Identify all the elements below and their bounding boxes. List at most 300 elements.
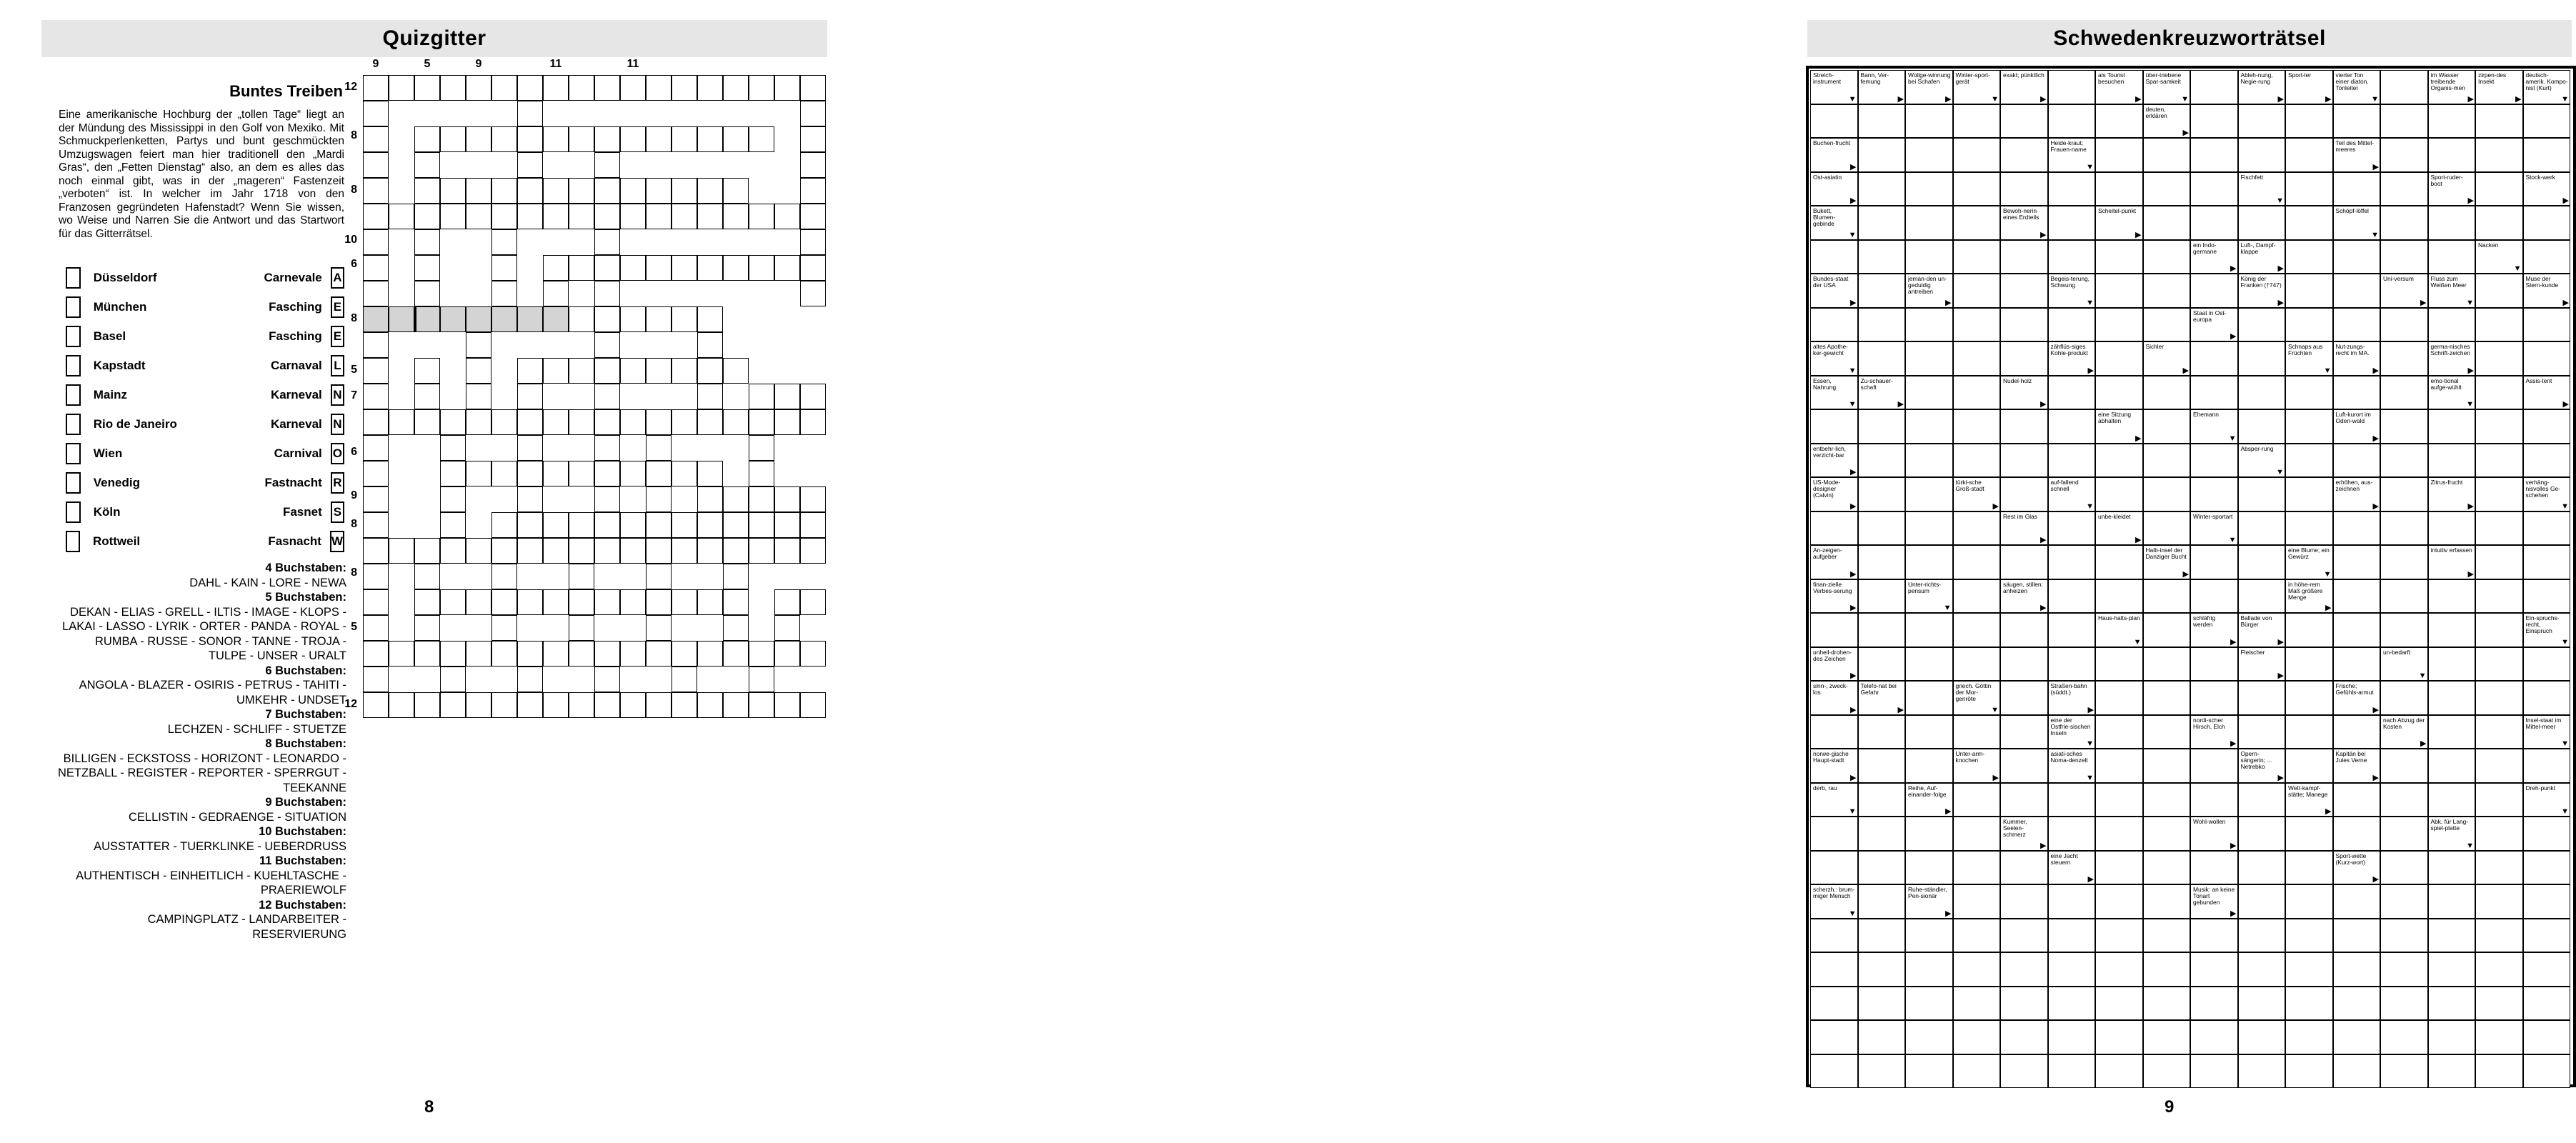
crossword-cell[interactable] <box>2428 749 2476 783</box>
crossword-cell[interactable] <box>2380 749 2428 783</box>
grid-cell[interactable] <box>697 204 723 229</box>
crossword-cell[interactable] <box>2238 681 2286 715</box>
crossword-cell[interactable] <box>2048 545 2096 579</box>
grid-cell[interactable] <box>723 615 749 641</box>
crossword-cell[interactable] <box>1953 409 2001 444</box>
crossword-cell[interactable] <box>2523 511 2571 546</box>
grid-cell[interactable] <box>672 75 697 101</box>
grid-cell[interactable] <box>517 461 543 486</box>
crossword-cell[interactable] <box>2428 613 2476 647</box>
crossword-cell[interactable] <box>2000 308 2048 342</box>
crossword-cell[interactable] <box>1858 783 1906 817</box>
crossword-cell[interactable] <box>1953 172 2001 206</box>
crossword-cell[interactable] <box>2000 1054 2048 1089</box>
crossword-cell[interactable] <box>1905 681 1953 715</box>
grid-solution-cell[interactable] <box>543 306 569 332</box>
grid-cell[interactable] <box>594 229 620 255</box>
grid-cell[interactable] <box>440 126 466 152</box>
grid-cell[interactable] <box>517 358 543 384</box>
grid-cell[interactable] <box>723 75 749 101</box>
grid-cell[interactable] <box>517 178 543 204</box>
crossword-cell[interactable] <box>1953 884 2001 919</box>
crossword-cell[interactable] <box>2523 579 2571 614</box>
grid-cell[interactable] <box>569 409 594 435</box>
grid-cell[interactable] <box>620 538 646 564</box>
crossword-cell[interactable] <box>2285 681 2333 715</box>
grid-cell[interactable] <box>749 461 774 486</box>
grid-cell[interactable] <box>543 255 569 281</box>
crossword-cell[interactable] <box>2333 308 2381 342</box>
crossword-cell[interactable] <box>1905 987 1953 1021</box>
grid-cell[interactable] <box>440 641 466 667</box>
crossword-cell[interactable] <box>2523 851 2571 885</box>
crossword-cell[interactable] <box>2238 987 2286 1021</box>
crossword-cell[interactable] <box>1953 444 2001 478</box>
grid-cell[interactable] <box>594 641 620 667</box>
crossword-cell[interactable] <box>2285 715 2333 749</box>
crossword-cell[interactable] <box>1953 715 2001 749</box>
grid-cell[interactable] <box>620 255 646 281</box>
crossword-cell[interactable] <box>2333 1020 2381 1054</box>
crossword-cell[interactable] <box>2285 376 2333 410</box>
grid-solution-cell[interactable] <box>440 306 466 332</box>
crossword-cell[interactable] <box>1905 1054 1953 1089</box>
crossword-cell[interactable] <box>2333 104 2381 139</box>
grid-cell[interactable] <box>466 461 491 486</box>
grid-cell[interactable] <box>517 126 543 152</box>
crossword-cell[interactable] <box>2095 749 2143 783</box>
crossword-cell[interactable] <box>2095 1020 2143 1054</box>
grid-cell[interactable] <box>723 512 749 538</box>
crossword-cell[interactable] <box>1905 613 1953 647</box>
crossword-cell[interactable] <box>1858 817 1906 851</box>
crossword-cell[interactable] <box>1858 851 1906 885</box>
grid-cell[interactable] <box>363 486 389 512</box>
grid-cell[interactable] <box>646 589 672 615</box>
crossword-cell[interactable] <box>2095 987 2143 1021</box>
crossword-cell[interactable] <box>2475 172 2523 206</box>
crossword-cell[interactable] <box>2333 783 2381 817</box>
grid-cell[interactable] <box>440 512 466 538</box>
grid-cell[interactable] <box>389 692 414 718</box>
grid-cell[interactable] <box>543 461 569 486</box>
grid-cell[interactable] <box>569 75 594 101</box>
crossword-cell[interactable] <box>1953 1020 2001 1054</box>
grid-cell[interactable] <box>517 75 543 101</box>
crossword-cell[interactable] <box>2143 715 2191 749</box>
grid-cell[interactable] <box>491 538 517 564</box>
crossword-cell[interactable] <box>2380 817 2428 851</box>
grid-cell[interactable] <box>491 281 517 306</box>
crossword-cell[interactable] <box>2475 409 2523 444</box>
grid-cell[interactable] <box>491 255 517 281</box>
crossword-cell[interactable] <box>1953 613 2001 647</box>
crossword-cell[interactable] <box>2380 511 2428 546</box>
crossword-cell[interactable] <box>2428 919 2476 953</box>
crossword-cell[interactable] <box>2048 308 2096 342</box>
crossword-cell[interactable] <box>1858 919 1906 953</box>
grid-cell[interactable] <box>800 204 826 229</box>
grid-cell[interactable] <box>569 641 594 667</box>
crossword-cell[interactable] <box>2380 172 2428 206</box>
grid-cell[interactable] <box>363 641 389 667</box>
grid-cell[interactable] <box>517 152 543 178</box>
grid-cell[interactable] <box>414 641 440 667</box>
grid-cell[interactable] <box>569 255 594 281</box>
crossword-cell[interactable] <box>2475 206 2523 240</box>
crossword-cell[interactable] <box>2000 647 2048 682</box>
grid-cell[interactable] <box>594 667 620 692</box>
crossword-cell[interactable] <box>2380 206 2428 240</box>
crossword-cell[interactable] <box>2095 1054 2143 1089</box>
grid-cell[interactable] <box>491 461 517 486</box>
grid-cell[interactable] <box>800 384 826 409</box>
grid-cell[interactable] <box>543 692 569 718</box>
crossword-cell[interactable] <box>2523 749 2571 783</box>
grid-cell[interactable] <box>569 512 594 538</box>
grid-cell[interactable] <box>697 512 723 538</box>
grid-cell[interactable] <box>363 461 389 486</box>
crossword-cell[interactable] <box>1905 444 1953 478</box>
crossword-cell[interactable] <box>2475 1054 2523 1089</box>
grid-cell[interactable] <box>723 178 749 204</box>
crossword-cell[interactable] <box>2095 104 2143 139</box>
grid-cell[interactable] <box>363 589 389 615</box>
grid-solution-cell[interactable] <box>491 306 517 332</box>
crossword-cell[interactable] <box>2428 138 2476 172</box>
crossword-cell[interactable] <box>1858 952 1906 987</box>
crossword-cell[interactable] <box>1953 308 2001 342</box>
grid-cell[interactable] <box>774 512 800 538</box>
grid-cell[interactable] <box>594 538 620 564</box>
crossword-cell[interactable] <box>2475 341 2523 376</box>
grid-cell[interactable] <box>414 75 440 101</box>
grid-cell[interactable] <box>646 615 672 641</box>
crossword-cell[interactable] <box>2475 681 2523 715</box>
crossword-cell[interactable] <box>2095 647 2143 682</box>
crossword-cell[interactable] <box>2333 545 2381 579</box>
crossword-cell[interactable] <box>2000 545 2048 579</box>
crossword-cell[interactable] <box>2428 681 2476 715</box>
grid-cell[interactable] <box>594 358 620 384</box>
grid-cell[interactable] <box>517 667 543 692</box>
crossword-cell[interactable] <box>2238 783 2286 817</box>
crossword-cell[interactable] <box>2143 1054 2191 1089</box>
crossword-cell[interactable] <box>1953 1054 2001 1089</box>
grid-cell[interactable] <box>774 692 800 718</box>
crossword-cell[interactable] <box>2000 919 2048 953</box>
crossword-cell[interactable] <box>2048 409 2096 444</box>
grid-cell[interactable] <box>774 615 800 641</box>
crossword-cell[interactable] <box>2333 952 2381 987</box>
grid-cell[interactable] <box>491 229 517 255</box>
grid-cell[interactable] <box>569 178 594 204</box>
grid-cell[interactable] <box>620 178 646 204</box>
crossword-cell[interactable] <box>2238 1020 2286 1054</box>
grid-cell[interactable] <box>646 255 672 281</box>
grid-solution-cell[interactable] <box>389 306 414 332</box>
crossword-cell[interactable] <box>2380 444 2428 478</box>
crossword-cell[interactable] <box>2380 545 2428 579</box>
crossword-cell[interactable] <box>1858 884 1906 919</box>
grid-cell[interactable] <box>620 204 646 229</box>
crossword-cell[interactable] <box>2238 511 2286 546</box>
grid-cell[interactable] <box>517 589 543 615</box>
crossword-cell[interactable] <box>2095 851 2143 885</box>
grid-cell[interactable] <box>749 409 774 435</box>
grid-cell[interactable] <box>594 589 620 615</box>
crossword-cell[interactable] <box>2285 952 2333 987</box>
crossword-cell[interactable] <box>1905 919 1953 953</box>
grid-cell[interactable] <box>517 435 543 461</box>
grid-cell[interactable] <box>620 641 646 667</box>
crossword-cell[interactable] <box>2428 240 2476 274</box>
grid-cell[interactable] <box>594 306 620 332</box>
grid-cell[interactable] <box>491 75 517 101</box>
grid-cell[interactable] <box>363 435 389 461</box>
grid-cell[interactable] <box>414 126 440 152</box>
crossword-cell[interactable] <box>2380 1020 2428 1054</box>
crossword-cell[interactable] <box>2380 1054 2428 1089</box>
crossword-cell[interactable] <box>2143 477 2191 511</box>
crossword-cell[interactable] <box>2143 206 2191 240</box>
grid-cell[interactable] <box>594 409 620 435</box>
crossword-cell[interactable] <box>2333 579 2381 614</box>
crossword-cell[interactable] <box>1858 749 1906 783</box>
crossword-cell[interactable] <box>2000 783 2048 817</box>
grid-cell[interactable] <box>672 641 697 667</box>
crossword-cell[interactable] <box>2428 851 2476 885</box>
crossword-cell[interactable] <box>1953 851 2001 885</box>
crossword-cell[interactable] <box>2048 613 2096 647</box>
grid-cell[interactable] <box>466 178 491 204</box>
grid-cell[interactable] <box>466 641 491 667</box>
grid-cell[interactable] <box>414 692 440 718</box>
grid-cell[interactable] <box>543 178 569 204</box>
grid-cell[interactable] <box>517 204 543 229</box>
crossword-cell[interactable] <box>1858 579 1906 614</box>
grid-cell[interactable] <box>543 126 569 152</box>
grid-cell[interactable] <box>697 692 723 718</box>
grid-cell[interactable] <box>723 538 749 564</box>
grid-cell[interactable] <box>543 409 569 435</box>
crossword-cell[interactable] <box>2190 783 2238 817</box>
crossword-cell[interactable] <box>2143 138 2191 172</box>
grid-cell[interactable] <box>569 461 594 486</box>
crossword-cell[interactable] <box>2380 409 2428 444</box>
grid-cell[interactable] <box>466 75 491 101</box>
grid-cell[interactable] <box>646 461 672 486</box>
grid-cell[interactable] <box>594 332 620 358</box>
grid-cell[interactable] <box>414 204 440 229</box>
grid-cell[interactable] <box>646 486 672 512</box>
grid-cell[interactable] <box>800 255 826 281</box>
crossword-cell[interactable] <box>2333 240 2381 274</box>
crossword-cell[interactable] <box>2428 308 2476 342</box>
crossword-cell[interactable] <box>2238 206 2286 240</box>
crossword-cell[interactable] <box>1905 308 1953 342</box>
crossword-cell[interactable] <box>2143 274 2191 308</box>
grid-cell[interactable] <box>466 332 491 358</box>
grid-cell[interactable] <box>800 75 826 101</box>
crossword-cell[interactable] <box>2523 919 2571 953</box>
crossword-cell[interactable] <box>2428 715 2476 749</box>
crossword-cell[interactable] <box>2523 341 2571 376</box>
crossword-cell[interactable] <box>2095 444 2143 478</box>
grid-cell[interactable] <box>466 204 491 229</box>
grid-cell[interactable] <box>646 358 672 384</box>
crossword-cell[interactable] <box>1858 409 1906 444</box>
crossword-cell[interactable] <box>2475 104 2523 139</box>
answer-checkbox[interactable] <box>66 326 81 347</box>
crossword-cell[interactable] <box>1810 987 1858 1021</box>
crossword-cell[interactable] <box>2095 138 2143 172</box>
crossword-cell[interactable] <box>2048 579 2096 614</box>
grid-cell[interactable] <box>389 409 414 435</box>
crossword-cell[interactable] <box>2285 884 2333 919</box>
grid-cell[interactable] <box>440 486 466 512</box>
crossword-cell[interactable] <box>1905 138 1953 172</box>
crossword-cell[interactable] <box>2143 919 2191 953</box>
crossword-cell[interactable] <box>2333 715 2381 749</box>
crossword-cell[interactable] <box>2095 376 2143 410</box>
crossword-cell[interactable] <box>1858 341 1906 376</box>
crossword-cell[interactable] <box>2285 987 2333 1021</box>
grid-cell[interactable] <box>517 692 543 718</box>
crossword-cell[interactable] <box>2190 647 2238 682</box>
grid-cell[interactable] <box>363 564 389 589</box>
grid-cell[interactable] <box>363 229 389 255</box>
grid-cell[interactable] <box>414 178 440 204</box>
crossword-cell[interactable] <box>2380 104 2428 139</box>
grid-cell[interactable] <box>723 409 749 435</box>
crossword-cell[interactable] <box>2475 274 2523 308</box>
grid-cell[interactable] <box>672 358 697 384</box>
grid-cell[interactable] <box>363 358 389 384</box>
crossword-cell[interactable] <box>2380 613 2428 647</box>
crossword-cell[interactable] <box>2095 308 2143 342</box>
grid-cell[interactable] <box>363 409 389 435</box>
answer-checkbox[interactable] <box>66 267 81 289</box>
crossword-cell[interactable] <box>2475 308 2523 342</box>
grid-cell[interactable] <box>466 409 491 435</box>
crossword-cell[interactable] <box>2285 274 2333 308</box>
grid-cell[interactable] <box>697 306 723 332</box>
crossword-cell[interactable] <box>2143 240 2191 274</box>
crossword-cell[interactable] <box>2380 240 2428 274</box>
grid-cell[interactable] <box>723 255 749 281</box>
crossword-cell[interactable] <box>2428 579 2476 614</box>
grid-cell[interactable] <box>594 486 620 512</box>
crossword-cell[interactable] <box>1905 172 1953 206</box>
crossword-cell[interactable] <box>2380 376 2428 410</box>
crossword-cell[interactable] <box>1953 987 2001 1021</box>
crossword-cell[interactable] <box>2143 308 2191 342</box>
crossword-cell[interactable] <box>1905 409 1953 444</box>
crossword-cell[interactable] <box>2428 409 2476 444</box>
crossword-cell[interactable] <box>2000 851 2048 885</box>
crossword-cell[interactable] <box>2000 749 2048 783</box>
crossword-cell[interactable] <box>2095 681 2143 715</box>
crossword-cell[interactable] <box>1905 206 1953 240</box>
crossword-cell[interactable] <box>2475 477 2523 511</box>
crossword-cell[interactable] <box>2000 884 2048 919</box>
grid-cell[interactable] <box>672 255 697 281</box>
crossword-cell[interactable] <box>2333 172 2381 206</box>
grid-cell[interactable] <box>363 126 389 152</box>
grid-cell[interactable] <box>363 204 389 229</box>
grid-cell[interactable] <box>620 75 646 101</box>
crossword-cell[interactable] <box>2048 376 2096 410</box>
grid-cell[interactable] <box>749 538 774 564</box>
crossword-cell[interactable] <box>2380 138 2428 172</box>
crossword-cell[interactable] <box>2095 172 2143 206</box>
grid-cell[interactable] <box>594 692 620 718</box>
crossword-cell[interactable] <box>2143 613 2191 647</box>
crossword-cell[interactable] <box>1810 104 1858 139</box>
grid-cell[interactable] <box>466 126 491 152</box>
grid-cell[interactable] <box>569 204 594 229</box>
grid-cell[interactable] <box>800 126 826 152</box>
crossword-cell[interactable] <box>2475 545 2523 579</box>
grid-cell[interactable] <box>774 641 800 667</box>
crossword-cell[interactable] <box>2190 341 2238 376</box>
grid-cell[interactable] <box>723 204 749 229</box>
crossword-cell[interactable] <box>2048 817 2096 851</box>
crossword-cell[interactable] <box>2238 952 2286 987</box>
grid-cell[interactable] <box>672 589 697 615</box>
crossword-cell[interactable] <box>2238 308 2286 342</box>
grid-cell[interactable] <box>543 358 569 384</box>
grid-cell[interactable] <box>543 204 569 229</box>
grid-cell[interactable] <box>646 538 672 564</box>
grid-cell[interactable] <box>697 126 723 152</box>
crossword-cell[interactable] <box>2523 409 2571 444</box>
grid-cell[interactable] <box>414 615 440 641</box>
grid-cell[interactable] <box>800 229 826 255</box>
crossword-cell[interactable] <box>2475 579 2523 614</box>
crossword-cell[interactable] <box>2048 511 2096 546</box>
grid-cell[interactable] <box>620 512 646 538</box>
crossword-cell[interactable] <box>2190 851 2238 885</box>
grid-cell[interactable] <box>749 692 774 718</box>
crossword-cell[interactable] <box>2285 613 2333 647</box>
grid-cell[interactable] <box>749 512 774 538</box>
crossword-cell[interactable] <box>2095 240 2143 274</box>
grid-cell[interactable] <box>646 692 672 718</box>
crossword-cell[interactable] <box>2475 1020 2523 1054</box>
grid-cell[interactable] <box>569 589 594 615</box>
grid-cell[interactable] <box>363 512 389 538</box>
grid-cell[interactable] <box>491 564 517 589</box>
crossword-cell[interactable] <box>2428 952 2476 987</box>
crossword-cell[interactable] <box>2000 1020 2048 1054</box>
crossword-cell[interactable] <box>2475 376 2523 410</box>
crossword-cell[interactable] <box>2048 1054 2096 1089</box>
crossword-cell[interactable] <box>2285 647 2333 682</box>
grid-cell[interactable] <box>594 384 620 409</box>
crossword-cell[interactable] <box>1953 104 2001 139</box>
grid-cell[interactable] <box>672 126 697 152</box>
crossword-cell[interactable] <box>1858 1020 1906 1054</box>
crossword-cell[interactable] <box>1905 511 1953 546</box>
grid-cell[interactable] <box>389 204 414 229</box>
crossword-cell[interactable] <box>1953 138 2001 172</box>
crossword-cell[interactable] <box>1858 104 1906 139</box>
grid-cell[interactable] <box>697 255 723 281</box>
crossword-cell[interactable] <box>2285 172 2333 206</box>
grid-cell[interactable] <box>646 409 672 435</box>
